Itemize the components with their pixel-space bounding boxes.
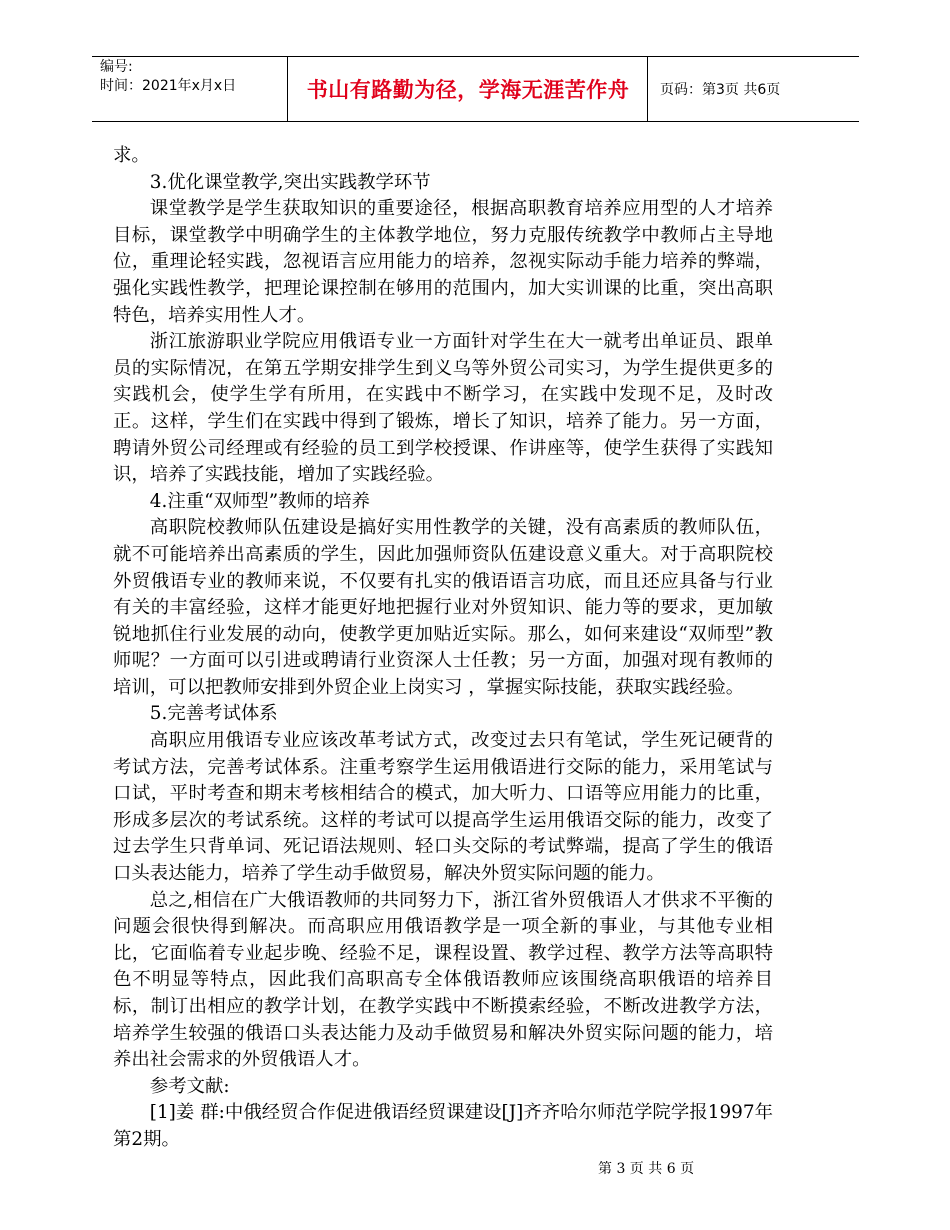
- body-paragraph: 求。: [113, 145, 150, 166]
- body-paragraph: 高职院校教师队伍建设是搞好实用性教学的关键，没有高素质的教师队伍，就不可能培养出高素质的学生，因此加强师资队伍建设意义重大。对于高职院校外贸俄语专业的教师来说，不仅要有扎实的俄语语言功底，而且还应具备与行业有关的丰富经验，这样才能更好地把握行业对外贸知识、能力等的要求，更加敏锐地抓住行业发展的动向，使教学更加贴近实际。那么，如何来建设“双师型”教师呢？一方面可以引进或聘请行业资深人士任教；另一方面，加强对现有教师的培训，可以把教师安排到外贸企业上岗实习 ，掌握实际技能，获取实践经验。: [113, 517, 773, 698]
- section-heading: 参考文献:: [149, 1075, 230, 1097]
- section-heading: 4.注重“双师型”教师的培养: [149, 490, 371, 512]
- header-divider: [647, 56, 648, 121]
- header-page-info: 页码：第3页 共6页: [660, 82, 781, 98]
- body-paragraph: 课堂教学是学生获取知识的重要途径，根据高职教育培养应用型的人才培养目标，课堂教学中明确学生的主体教学地位，努力克服传统教学中教师占主导地位，重理论轻实践，忽视语言应用能力的培养，忽视实际动手能力培养的弊端，强化实践性教学，把理论课控制在够用的范围内，加大实训课的比重，突出高职特色，培养实用性人才。: [113, 198, 773, 326]
- header-number-label: 编号:: [100, 59, 133, 75]
- header-divider: [287, 56, 288, 121]
- document-body: [113, 143, 773, 1154]
- body-paragraph: 总之,相信在广大俄语教师的共同努力下，浙江省外贸俄语人才供求不平衡的问题会很快得到解决。而高职应用俄语教学是一项全新的事业，与其他专业相比，它面临着专业起步晚、经验不足，课程设置、教学过程、教学方法等高职特色不明显等特点，因此我们高职高专全体俄语教师应该围绕高职俄语的培养目标，制订出相应的教学计划，在教学实践中不断摸索经验，不断改进教学方法，培养学生较强的俄语口头表达能力及动手做贸易和解决外贸实际问题的能力，培养出社会需求的外贸俄语人才。: [113, 889, 773, 1071]
- header-time-label: 时间：2021年x月x日: [100, 78, 237, 94]
- page-footer: 第 3 页 共 6 页: [598, 1161, 695, 1177]
- header-meta: [100, 58, 236, 96]
- section-heading: 3.优化课堂教学,突出实践教学环节: [149, 171, 431, 193]
- body-paragraph: 高职应用俄语专业应该改革考试方式，改变过去只有笔试，学生死记硬背的考试方法，完善考试体系。注重考察学生运用俄语进行交际的能力，采用笔试与口试，平时考查和期末考核相结合的模式，加大听力、口语等应用能力的比重，形成多层次的考试系统。这样的考试可以提高学生运用俄语交际的能力，改变了过去学生只背单词、死记语法规则、轻口头交际的考试弊端，提高了学生的俄语口头表达能力，培养了学生动手做贸易，解决外贸实际问题的能力。: [113, 730, 773, 885]
- body-paragraph: 浙江旅游职业学院应用俄语专业一方面针对学生在大一就考出单证员、跟单员的实际情况，在第五学期安排学生到义乌等外贸公司实习，为学生提供更多的实践机会，使学生学有所用，在实践中不断学习，在实践中发现不足，及时改正。这样，学生们在实践中得到了锻炼，增长了知识，培养了能力。另一方面，聘请外贸公司经理或有经验的员工到学校授课、作讲座等，使学生获得了实践知识，培养了实践技能，增加了实践经验。: [113, 331, 773, 486]
- header-bottom-rule: [92, 121, 859, 122]
- header-top-rule: [92, 56, 859, 57]
- section-heading: 5.完善考试体系: [149, 703, 278, 725]
- body-paragraph: [1]姜 群:中俄经贸合作促进俄语经贸课建设[J]齐齐哈尔师范学院学报1997年第2期。: [113, 1102, 773, 1150]
- header-motto: 书山有路勤为径，学海无涯苦作舟: [306, 78, 630, 102]
